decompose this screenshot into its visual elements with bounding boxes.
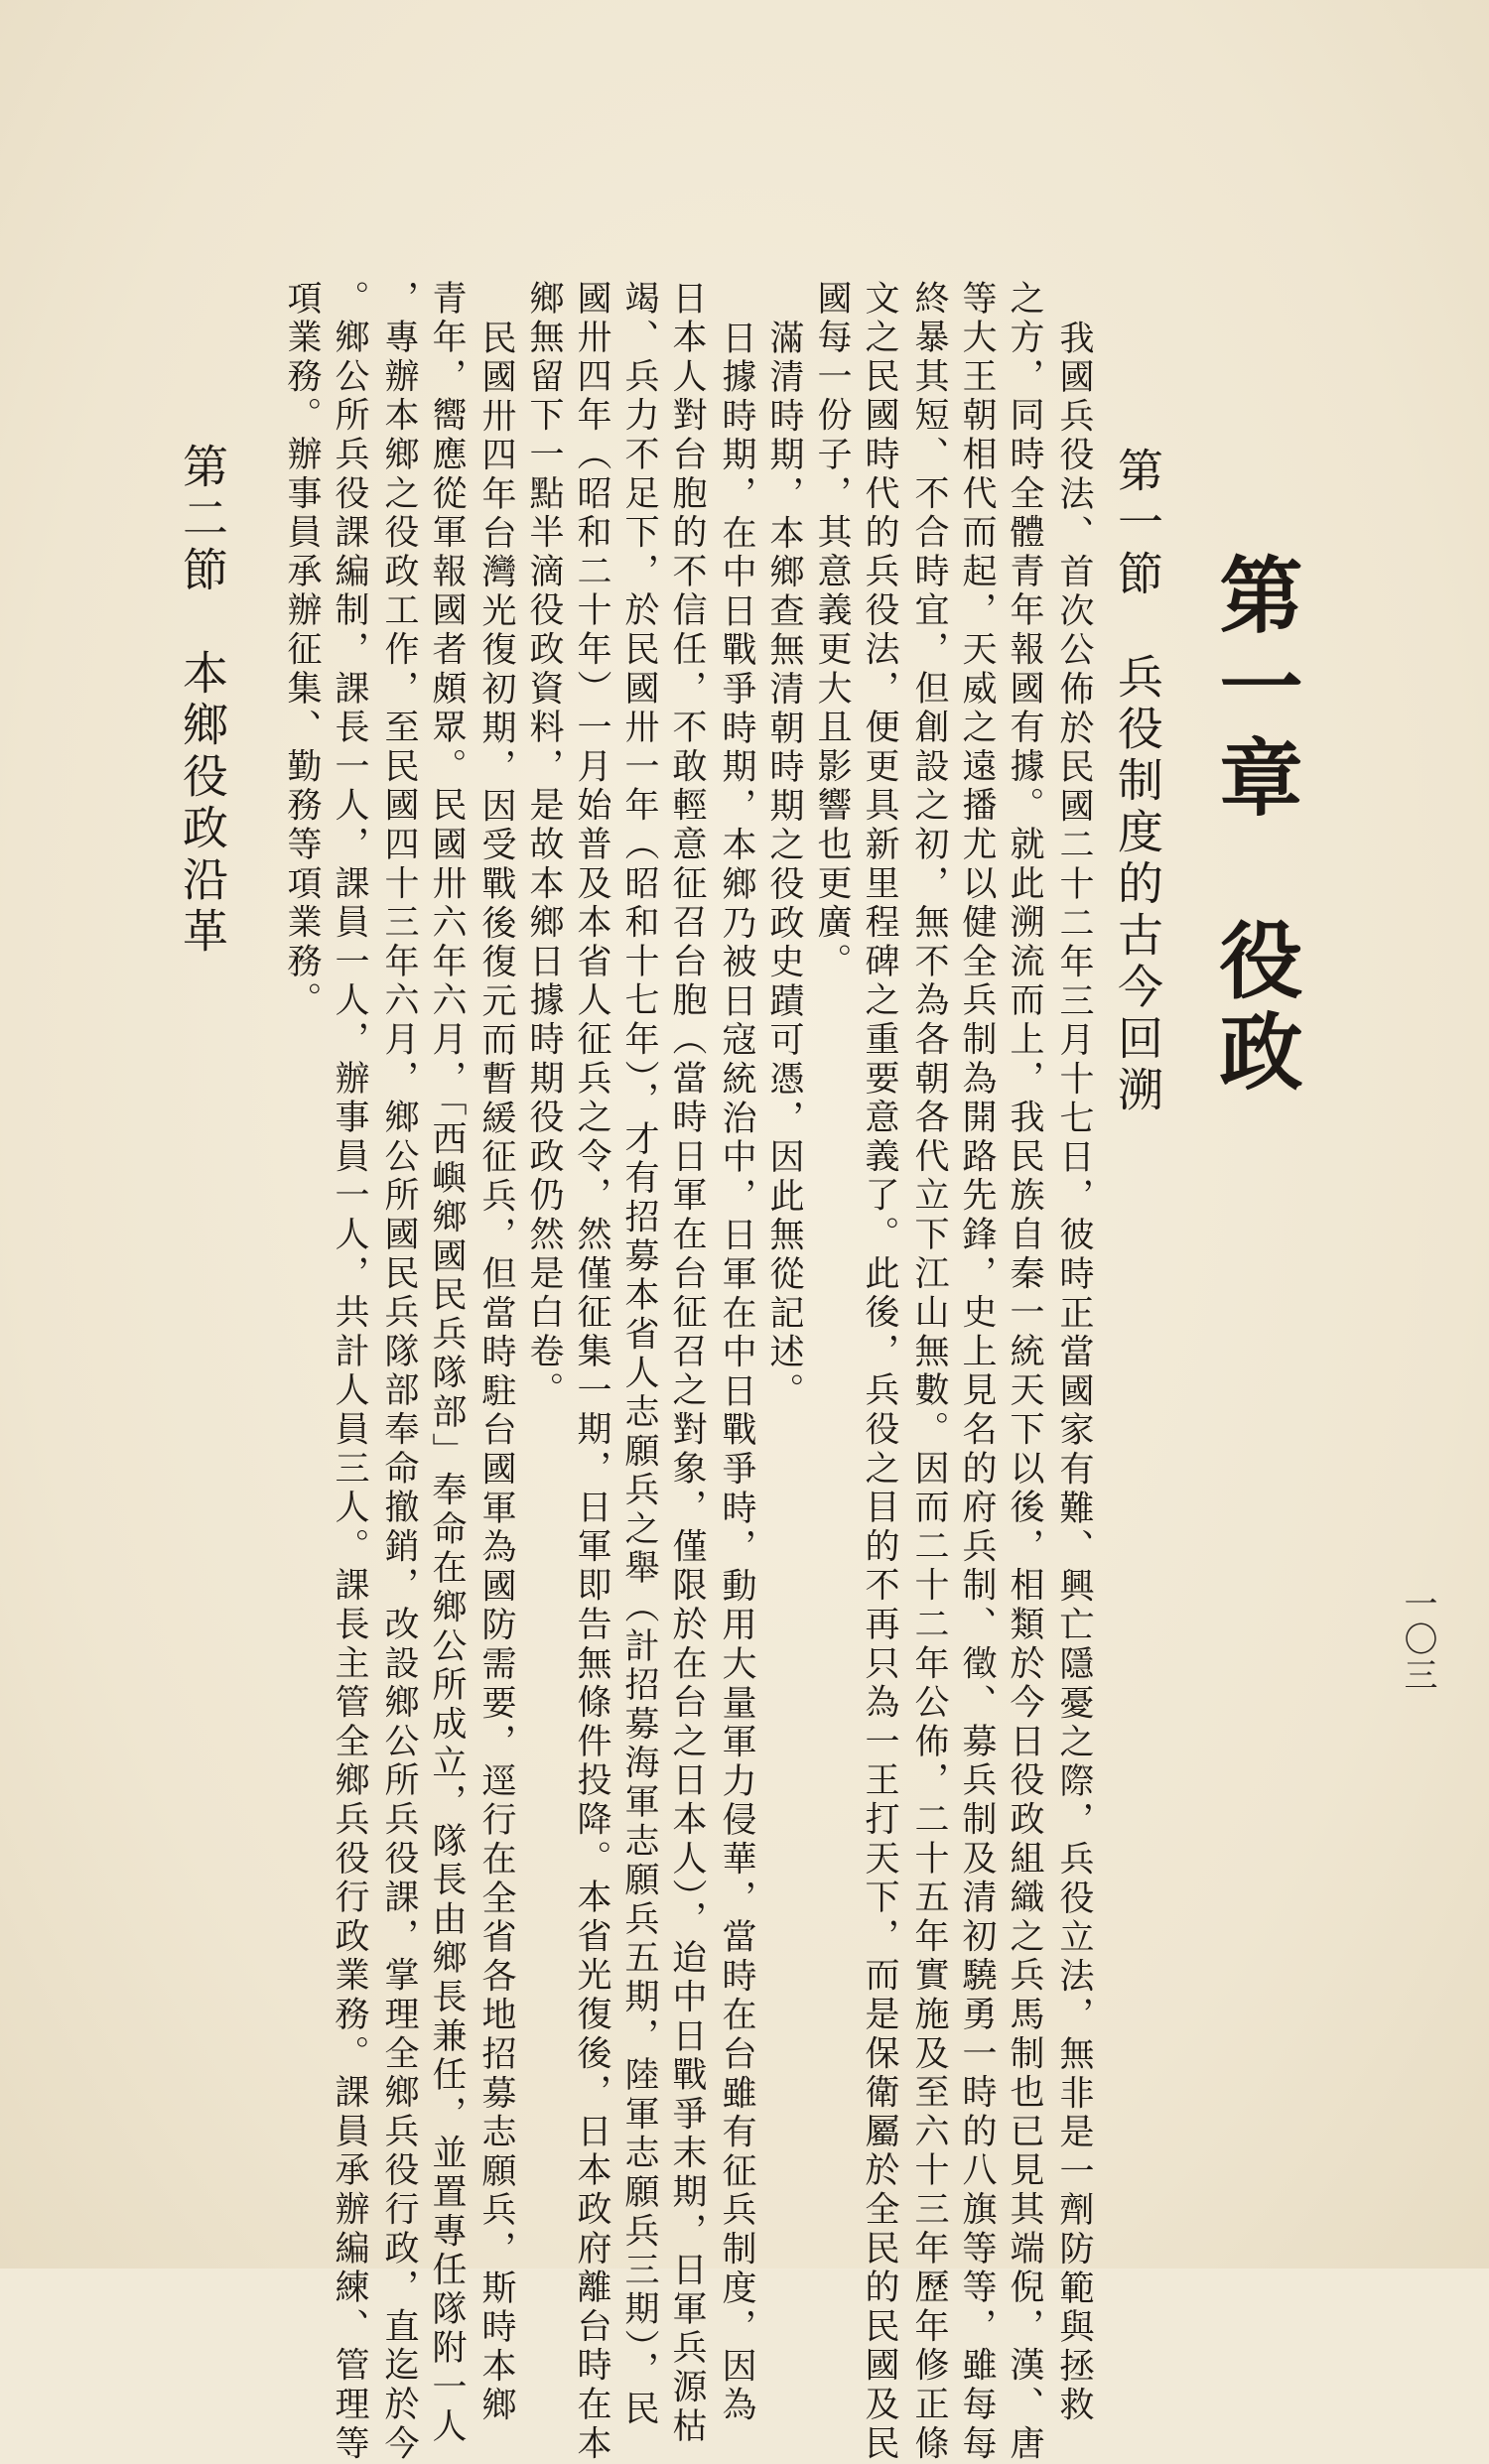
page-number: 一〇三 (1398, 1586, 1437, 1693)
body-line: 。鄉公所兵役課編制，課長一人，課員一人，辦事員一人，共計人員三人。課長主管全鄉兵役行政業務。課員承辦編練、管理等 (330, 280, 369, 2464)
body-line: 之方，同時全體青年報國有據。就此溯流而上，我民族自秦一統天下以後，相類於今日役政組織之兵馬制也已見其端倪，漢、唐 (1005, 280, 1044, 2464)
section-1-title: 第一節 兵役制度的古今回溯 (1111, 447, 1164, 1117)
body-line: 日本人對台胞的不信任，不敢輕意征召台胞（當時日軍在台征召之對象，僅限於在台之日本人），迨中日戰爭末期，日軍兵源枯 (667, 280, 707, 2447)
body-line: ，專辦本鄉之役政工作，至民國四十三年六月，鄉公所國民兵隊部奉命撤銷，改設鄉公所兵役課，掌理全鄉兵役行政，直迄於今 (379, 280, 419, 2464)
body-line: 我國兵役法、首次公佈於民國二十二年三月十七日，彼時正當國家有難、興亡隱憂之際，兵役立法，無非是一劑防範與拯救 (1054, 320, 1094, 2426)
body-line: 文之民國時代的兵役法，便更具新里程碑之重要意義了。此後，兵役之目的不再只為一王打天下，而是保衛屬於全民的民國及民 (860, 280, 899, 2464)
body-line: 終暴其短、不合時宜，但創設之初，無不為各朝各代立下江山無數。因而二十二年公佈，二十五年實施及至六十三年歷年修正條 (909, 280, 949, 2464)
body-line: 日據時期，在中日戰爭時期，本鄉乃被日寇統治中，日軍在中日戰爭時，動用大量軍力侵華，當時在台雖有征兵制度，因為 (717, 320, 756, 2426)
chapter-title: 第一章 役政 (1206, 552, 1304, 1100)
body-line: 國每一份子，其意義更大且影響也更廣。 (812, 280, 852, 982)
body-line: 等大王朝相代而起，天威之遠播尤以健全兵制為開路先鋒，史上見名的府兵制、徵、募兵制及清初驍勇一時的八旗等等，雖每每 (957, 280, 997, 2464)
body-line: 民國卅四年台灣光復初期，因受戰後復元而暫緩征兵，但當時駐台國軍為國防需要，逕行在全省各地招募志願兵，斯時本鄉 (476, 320, 516, 2426)
body-line: 竭、兵力不足下，於民國卅一年（昭和十七年），才有招募本省人志願兵之舉（計招募海軍志願兵五期，陸軍志願兵三期），民 (619, 280, 659, 2429)
body-line: 項業務。辦事員承辦征集、勤務等項業務。 (282, 280, 322, 1021)
body-line: 國卅四年（昭和二十年）一月始普及本省人征兵之令，然僅征集一期，日軍即告無條件投降。本省光復後，日本政府離台時在本 (572, 280, 611, 2464)
body-line: 滿清時期，本鄉查無清朝時期之役政史蹟可憑，因此無從記述。 (764, 320, 804, 1412)
section-2-title: 第二節 本鄉役政沿革 (176, 443, 229, 959)
body-line: 青年，嚮應從軍報國者頗眾。民國卅六年六月，「西嶼鄉國民兵隊部」奉命在鄉公所成立，隊長由鄉長兼任，並置專任隊附一人 (427, 280, 467, 2447)
body-line: 鄉無留下一點半滴役政資料，是故本鄉日據時期役政仍然是白卷。 (524, 280, 564, 1411)
